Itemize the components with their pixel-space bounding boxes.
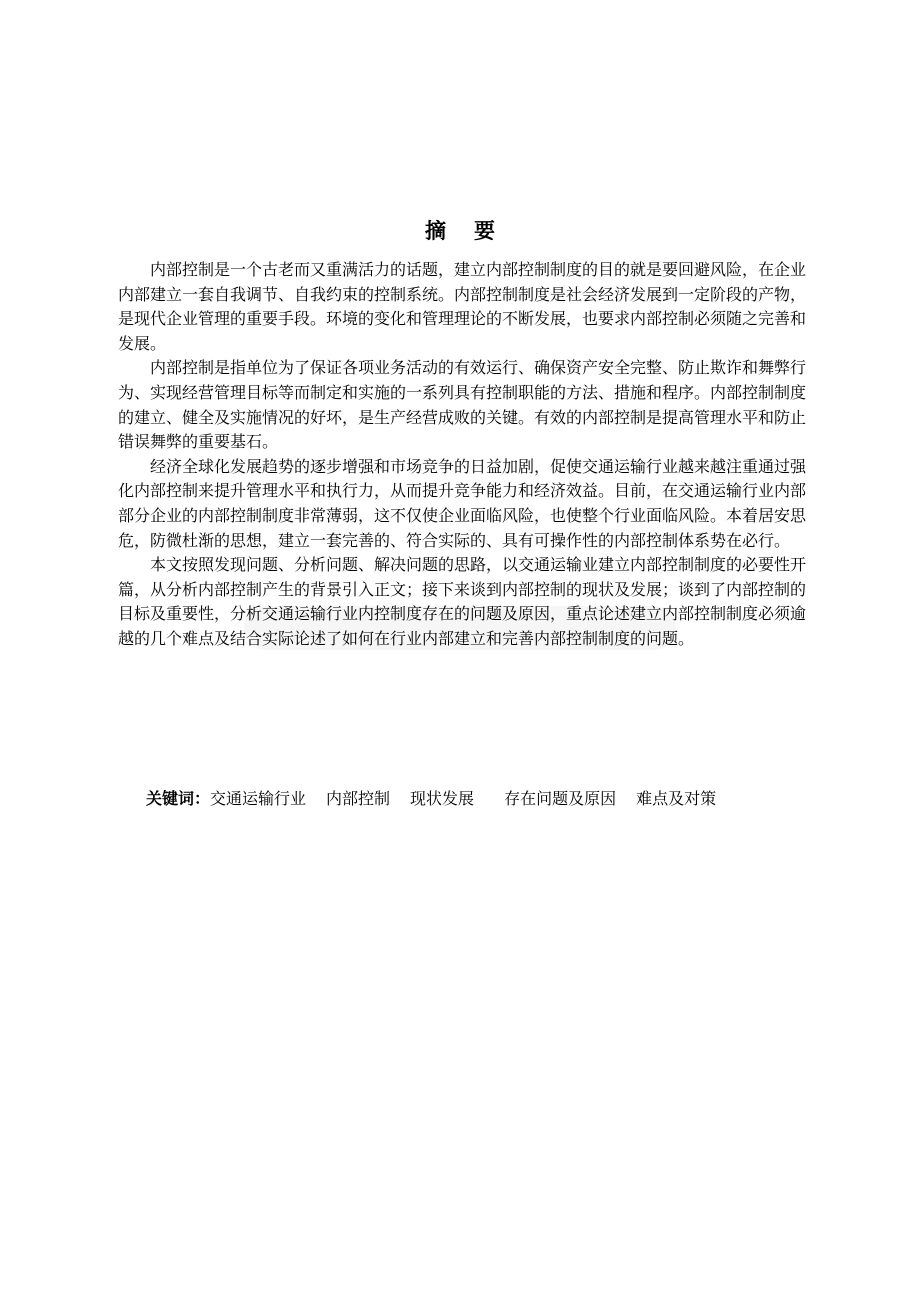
abstract-title-char-2: 要 (474, 219, 495, 243)
keywords-line (146, 787, 846, 811)
abstract-paragraph-2: 内部控制是指单位为了保证各项业务活动的有效运行、确保资产安全完整、防止欺诈和舞弊行为、实现经营管理目标等而制定和实施的一系列具有控制职能的方法、措施和程序。内部控制制度的建立、健全及实施情况的好坏，是生产经营成败的关键。有效的内部控制是提高管理水平和防止错误舞弊的重要基石。 (118, 358, 807, 452)
abstract-body (118, 258, 806, 652)
abstract-paragraph-3: 经济全球化发展趋势的逐步增强和市场竞争的日益加剧，促使交通运输行业越来越注重通过强化内部控制来提升管理水平和执行力，从而提升竞争能力和经济效益。目前，在交通运输行业内部部分企业的内部控制制度非常薄弱，这不仅使企业面临风险，也使整个行业面临风险。本着居安思危，防微杜渐的思想，建立一套完善的、符合实际的、具有可操作性的内部控制体系势在必行。 (118, 456, 807, 550)
keyword-item-3: 现状发展 (410, 789, 475, 808)
abstract-title (0, 216, 920, 246)
abstract-paragraph-4: 本文按照发现问题、分析问题、解决问题的思路，以交通运输业建立内部控制制度的必要性开篇，从分析内部控制产生的背景引入正文；接下来谈到内部控制的现状及发展；谈到了内部控制的目标及重要性，分析交通运输行业内控制度存在的问题及原因，重点论述建立内部控制制度必须逾越的几个难点及结合实际论述了如何在行业内部建立和完善内部控制制度的问题。 (118, 555, 807, 648)
keyword-item-4: 存在问题及原因 (504, 789, 617, 808)
abstract-title-char-1: 摘 (425, 219, 446, 243)
keyword-item-1: 交通运输行业 (210, 789, 307, 808)
abstract-paragraph-1: 内部控制是一个古老而又重满活力的话题，建立内部控制制度的目的就是要回避风险，在企业内部建立一套自我调节、自我约束的控制系统。内部控制制度是社会经济发展到一定阶段的产物，是现代企业管理的重要手段。环境的变化和管理理论的不断发展，也要求内部控制必须随之完善和发展。 (118, 260, 807, 353)
keyword-item-2: 内部控制 (326, 789, 391, 808)
keywords-label: 关键词： (146, 789, 211, 808)
keyword-item-5: 难点及对策 (636, 789, 717, 808)
